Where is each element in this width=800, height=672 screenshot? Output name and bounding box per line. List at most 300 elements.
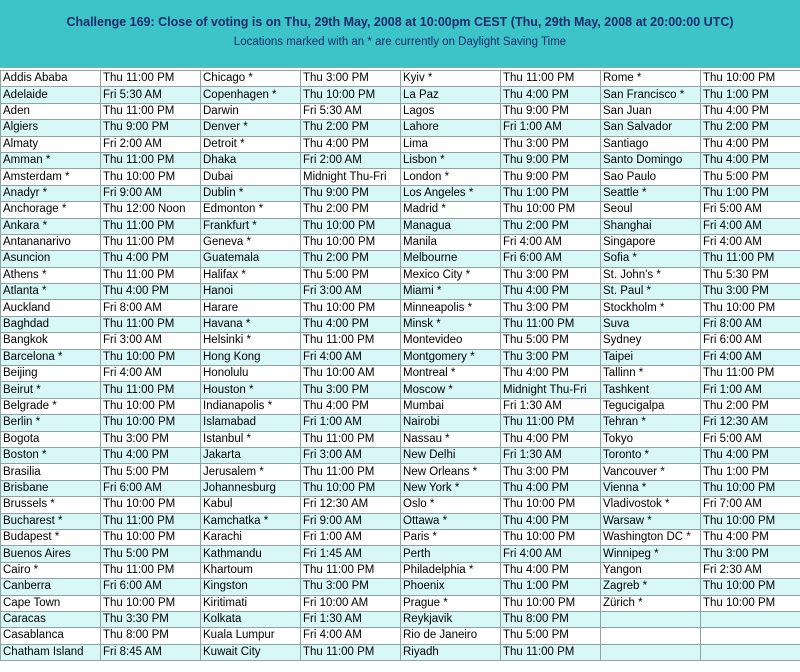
city-cell: Oslo * (401, 497, 501, 513)
time-cell: Thu 10:00 PM (501, 595, 601, 611)
city-cell: Berlin * (1, 415, 101, 431)
time-cell: Midnight Thu-Fri (301, 169, 401, 185)
city-cell: Amsterdam * (1, 169, 101, 185)
city-cell: Dublin * (201, 185, 301, 201)
city-cell: Kabul (201, 497, 301, 513)
time-cell: Thu 10:00 PM (501, 202, 601, 218)
time-cell: Thu 4:00 PM (501, 513, 601, 529)
city-cell: Warsaw * (601, 513, 701, 529)
time-cell: Thu 4:00 PM (501, 284, 601, 300)
city-cell: Paris * (401, 529, 501, 545)
city-cell: Vienna * (601, 480, 701, 496)
time-cell: Thu 1:00 PM (501, 185, 601, 201)
time-cell: Thu 10:00 PM (301, 300, 401, 316)
time-cell: Fri 4:00 AM (301, 628, 401, 644)
time-cell: Thu 11:00 PM (101, 218, 201, 234)
time-cell: Thu 4:00 PM (501, 87, 601, 103)
table-row (1, 579, 800, 595)
city-cell: Caracas (1, 611, 101, 627)
city-cell: San Salvador (601, 120, 701, 136)
city-cell: Brussels * (1, 497, 101, 513)
time-cell: Thu 5:00 PM (101, 464, 201, 480)
time-cell: Thu 1:00 PM (501, 579, 601, 595)
table-row (1, 87, 800, 103)
time-cell: Fri 6:00 AM (101, 579, 201, 595)
time-cell: Thu 3:00 PM (501, 267, 601, 283)
city-cell: Yangon (601, 562, 701, 578)
city-cell: Seoul (601, 202, 701, 218)
time-cell: Thu 4:00 PM (501, 431, 601, 447)
city-cell: Rio de Janeiro (401, 628, 501, 644)
city-cell: Buenos Aires (1, 546, 101, 562)
time-cell: Fri 7:00 AM (701, 497, 800, 513)
time-cell: Thu 11:00 PM (301, 644, 401, 660)
time-cell: Thu 12:00 Noon (101, 202, 201, 218)
time-cell: Thu 10:00 PM (501, 529, 601, 545)
time-cell: Thu 9:00 PM (301, 185, 401, 201)
city-cell: Kuala Lumpur (201, 628, 301, 644)
city-cell: New York * (401, 480, 501, 496)
city-cell: Kiritimati (201, 595, 301, 611)
city-cell: Bangkok (1, 333, 101, 349)
city-cell: Los Angeles * (401, 185, 501, 201)
time-cell: Thu 10:00 PM (101, 415, 201, 431)
city-cell: St. John's * (601, 267, 701, 283)
city-cell: Kolkata (201, 611, 301, 627)
city-cell: Madrid * (401, 202, 501, 218)
time-cell: Fri 2:00 AM (101, 136, 201, 152)
table-row (1, 120, 800, 136)
city-cell: Lagos (401, 103, 501, 119)
table-row (1, 284, 800, 300)
table-row (1, 382, 800, 398)
time-cell: Fri 1:00 AM (301, 529, 401, 545)
city-cell: San Francisco * (601, 87, 701, 103)
time-cell: Fri 1:30 AM (501, 398, 601, 414)
city-cell: Bogota (1, 431, 101, 447)
city-cell: Philadelphia * (401, 562, 501, 578)
table-row (1, 513, 800, 529)
time-cell: Thu 8:00 PM (101, 628, 201, 644)
city-cell: Sao Paulo (601, 169, 701, 185)
city-cell: Indianapolis * (201, 398, 301, 414)
time-cell: Fri 1:45 AM (301, 546, 401, 562)
city-cell: Dubai (201, 169, 301, 185)
city-cell: Santo Domingo (601, 152, 701, 168)
city-cell: Johannesburg (201, 480, 301, 496)
city-cell: Brasilia (1, 464, 101, 480)
table-row (1, 316, 800, 332)
time-cell: Thu 5:30 PM (701, 267, 800, 283)
city-cell: Istanbul * (201, 431, 301, 447)
time-cell: Thu 4:00 PM (701, 136, 800, 152)
time-cell: Thu 11:00 PM (101, 382, 201, 398)
time-cell: Fri 4:00 AM (301, 349, 401, 365)
table-row (1, 464, 800, 480)
time-cell: Fri 5:30 AM (101, 87, 201, 103)
table-row (1, 611, 800, 627)
city-cell: Washington DC * (601, 529, 701, 545)
timezone-table (0, 70, 800, 661)
timezone-table-body (1, 71, 800, 661)
time-cell: Thu 3:00 PM (301, 382, 401, 398)
time-cell: Thu 2:00 PM (701, 120, 800, 136)
city-cell: Prague * (401, 595, 501, 611)
time-cell: Fri 8:45 AM (101, 644, 201, 660)
table-row (1, 71, 800, 87)
time-cell: Thu 1:00 PM (701, 87, 800, 103)
time-cell: Fri 3:00 AM (301, 284, 401, 300)
city-cell: Geneva * (201, 234, 301, 250)
city-cell: Jakarta (201, 447, 301, 463)
time-cell: Midnight Thu-Fri (501, 382, 601, 398)
city-cell: Baghdad (1, 316, 101, 332)
city-cell: Jerusalem * (201, 464, 301, 480)
city-cell: Beirut * (1, 382, 101, 398)
table-row (1, 366, 800, 382)
city-cell: Sofia * (601, 251, 701, 267)
time-cell: Thu 3:00 PM (501, 349, 601, 365)
time-cell (701, 611, 800, 627)
time-cell: Thu 11:00 PM (101, 234, 201, 250)
city-cell: Chicago * (201, 71, 301, 87)
time-cell: Thu 5:00 PM (501, 333, 601, 349)
time-cell: Thu 9:00 PM (501, 152, 601, 168)
time-cell: Thu 11:00 PM (701, 251, 800, 267)
city-cell (601, 644, 701, 660)
time-cell: Fri 1:00 AM (501, 120, 601, 136)
city-cell: Adelaide (1, 87, 101, 103)
city-cell: Detroit * (201, 136, 301, 152)
time-cell: Thu 4:00 PM (101, 251, 201, 267)
city-cell: Havana * (201, 316, 301, 332)
city-cell: Barcelona * (1, 349, 101, 365)
city-cell (601, 611, 701, 627)
city-cell: Santiago (601, 136, 701, 152)
time-cell: Fri 6:00 AM (701, 333, 800, 349)
city-cell: Perth (401, 546, 501, 562)
time-cell: Thu 10:00 PM (701, 513, 800, 529)
city-cell: Sydney (601, 333, 701, 349)
city-cell: Singapore (601, 234, 701, 250)
table-row (1, 152, 800, 168)
city-cell: Nassau * (401, 431, 501, 447)
time-cell: Thu 11:00 PM (101, 316, 201, 332)
time-cell: Thu 11:00 PM (301, 562, 401, 578)
city-cell: Aden (1, 103, 101, 119)
time-cell: Thu 10:00 PM (301, 218, 401, 234)
time-cell: Thu 5:00 PM (101, 546, 201, 562)
time-cell: Thu 3:00 PM (701, 284, 800, 300)
city-cell: Bucharest * (1, 513, 101, 529)
city-cell: Kyiv * (401, 71, 501, 87)
time-cell: Thu 9:00 PM (501, 103, 601, 119)
city-cell: Rome * (601, 71, 701, 87)
time-cell: Fri 4:00 AM (501, 234, 601, 250)
city-cell: Anchorage * (1, 202, 101, 218)
city-cell: Brisbane (1, 480, 101, 496)
city-cell (601, 628, 701, 644)
time-cell: Thu 5:00 PM (701, 169, 800, 185)
city-cell: Dhaka (201, 152, 301, 168)
city-cell: Seattle * (601, 185, 701, 201)
city-cell: Zagreb * (601, 579, 701, 595)
time-cell (701, 644, 800, 660)
city-cell: Minneapolis * (401, 300, 501, 316)
time-cell: Fri 3:00 AM (301, 447, 401, 463)
city-cell: Taipei (601, 349, 701, 365)
city-cell: Minsk * (401, 316, 501, 332)
time-cell: Thu 4:00 PM (701, 152, 800, 168)
table-row (1, 251, 800, 267)
time-cell: Thu 3:00 PM (701, 546, 800, 562)
city-cell: Antananarivo (1, 234, 101, 250)
city-cell: Karachi (201, 529, 301, 545)
time-cell: Thu 4:00 PM (301, 136, 401, 152)
table-row (1, 398, 800, 414)
city-cell: Kuwait City (201, 644, 301, 660)
city-cell: Toronto * (601, 447, 701, 463)
city-cell: Helsinki * (201, 333, 301, 349)
city-cell: Athens * (1, 267, 101, 283)
city-cell: Frankfurt * (201, 218, 301, 234)
city-cell: Casablanca (1, 628, 101, 644)
city-cell: Vancouver * (601, 464, 701, 480)
time-cell: Thu 10:00 PM (501, 497, 601, 513)
time-cell: Thu 3:00 PM (501, 464, 601, 480)
time-cell: Fri 12:30 AM (301, 497, 401, 513)
time-cell: Thu 4:00 PM (501, 480, 601, 496)
table-row (1, 644, 800, 660)
time-cell: Thu 2:00 PM (501, 218, 601, 234)
time-cell: Thu 5:00 PM (301, 267, 401, 283)
city-cell: Beijing (1, 366, 101, 382)
page-subtitle: Locations marked with an * are currently on Daylight Saving Time (233, 36, 567, 48)
time-cell: Thu 9:00 PM (101, 120, 201, 136)
time-cell: Thu 2:00 PM (301, 251, 401, 267)
city-cell: Manila (401, 234, 501, 250)
time-cell: Thu 10:00 PM (301, 87, 401, 103)
city-cell: Nairobi (401, 415, 501, 431)
time-cell: Thu 4:00 PM (501, 366, 601, 382)
city-cell: Zürich * (601, 595, 701, 611)
time-cell: Thu 3:30 PM (101, 611, 201, 627)
time-cell: Thu 11:00 PM (101, 152, 201, 168)
time-cell: Thu 11:00 PM (101, 267, 201, 283)
time-cell: Fri 1:30 AM (501, 447, 601, 463)
table-row (1, 628, 800, 644)
time-cell: Thu 10:00 PM (301, 234, 401, 250)
city-cell: Montevideo (401, 333, 501, 349)
table-row (1, 185, 800, 201)
time-cell: Fri 6:00 AM (101, 480, 201, 496)
city-cell: Islamabad (201, 415, 301, 431)
time-cell: Thu 11:00 PM (101, 513, 201, 529)
city-cell: Edmonton * (201, 202, 301, 218)
city-cell: Montgomery * (401, 349, 501, 365)
time-cell: Thu 4:00 PM (701, 447, 800, 463)
city-cell: Atlanta * (1, 284, 101, 300)
city-cell: Algiers (1, 120, 101, 136)
city-cell: Melbourne (401, 251, 501, 267)
city-cell: Stockholm * (601, 300, 701, 316)
time-cell: Thu 1:00 PM (701, 185, 800, 201)
time-cell: Fri 10:00 AM (301, 595, 401, 611)
time-cell: Fri 1:00 AM (301, 415, 401, 431)
time-cell: Thu 8:00 PM (501, 611, 601, 627)
time-cell: Thu 11:00 PM (501, 415, 601, 431)
city-cell: Suva (601, 316, 701, 332)
city-cell: Cairo * (1, 562, 101, 578)
city-cell: Houston * (201, 382, 301, 398)
time-cell: Thu 11:00 PM (101, 71, 201, 87)
time-cell: Thu 11:00 PM (301, 464, 401, 480)
time-cell: Fri 9:00 AM (101, 185, 201, 201)
table-row (1, 595, 800, 611)
city-cell: Ankara * (1, 218, 101, 234)
table-row (1, 267, 800, 283)
table-row (1, 529, 800, 545)
time-cell: Thu 10:00 PM (101, 595, 201, 611)
table-row (1, 136, 800, 152)
city-cell: Reykjavik (401, 611, 501, 627)
city-cell: Khartoum (201, 562, 301, 578)
time-cell: Fri 5:30 AM (301, 103, 401, 119)
city-cell: Ottawa * (401, 513, 501, 529)
city-cell: Darwin (201, 103, 301, 119)
city-cell: La Paz (401, 87, 501, 103)
time-cell: Thu 1:00 PM (701, 464, 800, 480)
city-cell: Chatham Island (1, 644, 101, 660)
time-cell: Fri 1:00 AM (701, 382, 800, 398)
table-row (1, 300, 800, 316)
time-cell: Thu 10:00 PM (101, 398, 201, 414)
time-cell: Thu 4:00 PM (301, 316, 401, 332)
city-cell: Anadyr * (1, 185, 101, 201)
city-cell: Tegucigalpa (601, 398, 701, 414)
time-cell: Thu 11:00 PM (501, 644, 601, 660)
time-cell: Fri 4:00 AM (101, 366, 201, 382)
city-cell: Mumbai (401, 398, 501, 414)
time-cell: Thu 11:00 PM (301, 431, 401, 447)
city-cell: Budapest * (1, 529, 101, 545)
city-cell: Guatemala (201, 251, 301, 267)
city-cell: Tokyo (601, 431, 701, 447)
time-cell: Thu 11:00 PM (101, 562, 201, 578)
time-cell: Thu 10:00 PM (701, 71, 800, 87)
time-cell: Fri 2:00 AM (301, 152, 401, 168)
table-row (1, 497, 800, 513)
city-cell: Winnipeg * (601, 546, 701, 562)
table-row (1, 562, 800, 578)
page-header (0, 0, 800, 68)
table-row (1, 415, 800, 431)
table-row (1, 431, 800, 447)
time-cell: Thu 2:00 PM (701, 398, 800, 414)
city-cell: San Juan (601, 103, 701, 119)
time-cell: Thu 4:00 PM (101, 447, 201, 463)
time-cell: Fri 4:00 AM (501, 546, 601, 562)
time-cell: Fri 5:00 AM (701, 202, 800, 218)
time-cell: Thu 10:00 PM (101, 169, 201, 185)
time-cell: Fri 4:00 AM (701, 234, 800, 250)
time-cell: Thu 10:00 PM (701, 300, 800, 316)
city-cell: Lisbon * (401, 152, 501, 168)
time-cell: Thu 4:00 PM (701, 529, 800, 545)
time-cell: Thu 10:00 PM (101, 349, 201, 365)
table-row (1, 103, 800, 119)
city-cell: Hanoi (201, 284, 301, 300)
time-cell: Thu 9:00 PM (501, 169, 601, 185)
city-cell: Halifax * (201, 267, 301, 283)
city-cell: Kamchatka * (201, 513, 301, 529)
time-cell: Thu 10:00 PM (701, 480, 800, 496)
time-cell: Thu 2:00 PM (301, 120, 401, 136)
time-cell: Thu 4:00 PM (701, 103, 800, 119)
city-cell: Harare (201, 300, 301, 316)
city-cell: Honolulu (201, 366, 301, 382)
time-cell: Thu 11:00 PM (501, 316, 601, 332)
page-title: Challenge 169: Close of voting is on Thu, 29th May, 2008 at 10:00pm CEST (Thu, 29th May, 2008 at 20:00:00 UTC) (66, 15, 734, 29)
city-cell: Hong Kong (201, 349, 301, 365)
time-cell: Thu 10:00 PM (301, 480, 401, 496)
time-cell: Thu 3:00 PM (501, 136, 601, 152)
city-cell: Copenhagen * (201, 87, 301, 103)
city-cell: Denver * (201, 120, 301, 136)
city-cell: St. Paul * (601, 284, 701, 300)
time-cell: Fri 2:30 AM (701, 562, 800, 578)
city-cell: Amman * (1, 152, 101, 168)
city-cell: Cape Town (1, 595, 101, 611)
city-cell: Kingston (201, 579, 301, 595)
time-cell: Thu 4:00 PM (301, 398, 401, 414)
city-cell: Tashkent (601, 382, 701, 398)
table-row (1, 480, 800, 496)
city-cell: Shanghai (601, 218, 701, 234)
city-cell: Almaty (1, 136, 101, 152)
time-cell: Fri 1:30 AM (301, 611, 401, 627)
time-cell (701, 628, 800, 644)
time-cell: Thu 11:00 PM (301, 333, 401, 349)
city-cell: Montreal * (401, 366, 501, 382)
time-cell: Thu 11:00 PM (101, 103, 201, 119)
time-cell: Fri 4:00 AM (701, 218, 800, 234)
city-cell: Moscow * (401, 382, 501, 398)
time-cell: Thu 3:00 PM (501, 300, 601, 316)
table-row (1, 333, 800, 349)
time-cell: Thu 2:00 PM (301, 202, 401, 218)
time-cell: Thu 10:00 PM (701, 579, 800, 595)
city-cell: Riyadh (401, 644, 501, 660)
time-cell: Fri 9:00 AM (301, 513, 401, 529)
time-cell: Fri 5:00 AM (701, 431, 800, 447)
time-cell: Fri 8:00 AM (701, 316, 800, 332)
city-cell: Lima (401, 136, 501, 152)
time-cell: Thu 5:00 PM (501, 628, 601, 644)
table-row (1, 169, 800, 185)
table-row (1, 218, 800, 234)
city-cell: Tehran * (601, 415, 701, 431)
city-cell: Canberra (1, 579, 101, 595)
city-cell: Asuncion (1, 251, 101, 267)
time-cell: Fri 4:00 AM (701, 349, 800, 365)
table-row (1, 447, 800, 463)
city-cell: Auckland (1, 300, 101, 316)
city-cell: Mexico City * (401, 267, 501, 283)
time-cell: Thu 10:00 PM (701, 595, 800, 611)
time-cell: Thu 3:00 PM (301, 71, 401, 87)
time-cell: Fri 8:00 AM (101, 300, 201, 316)
